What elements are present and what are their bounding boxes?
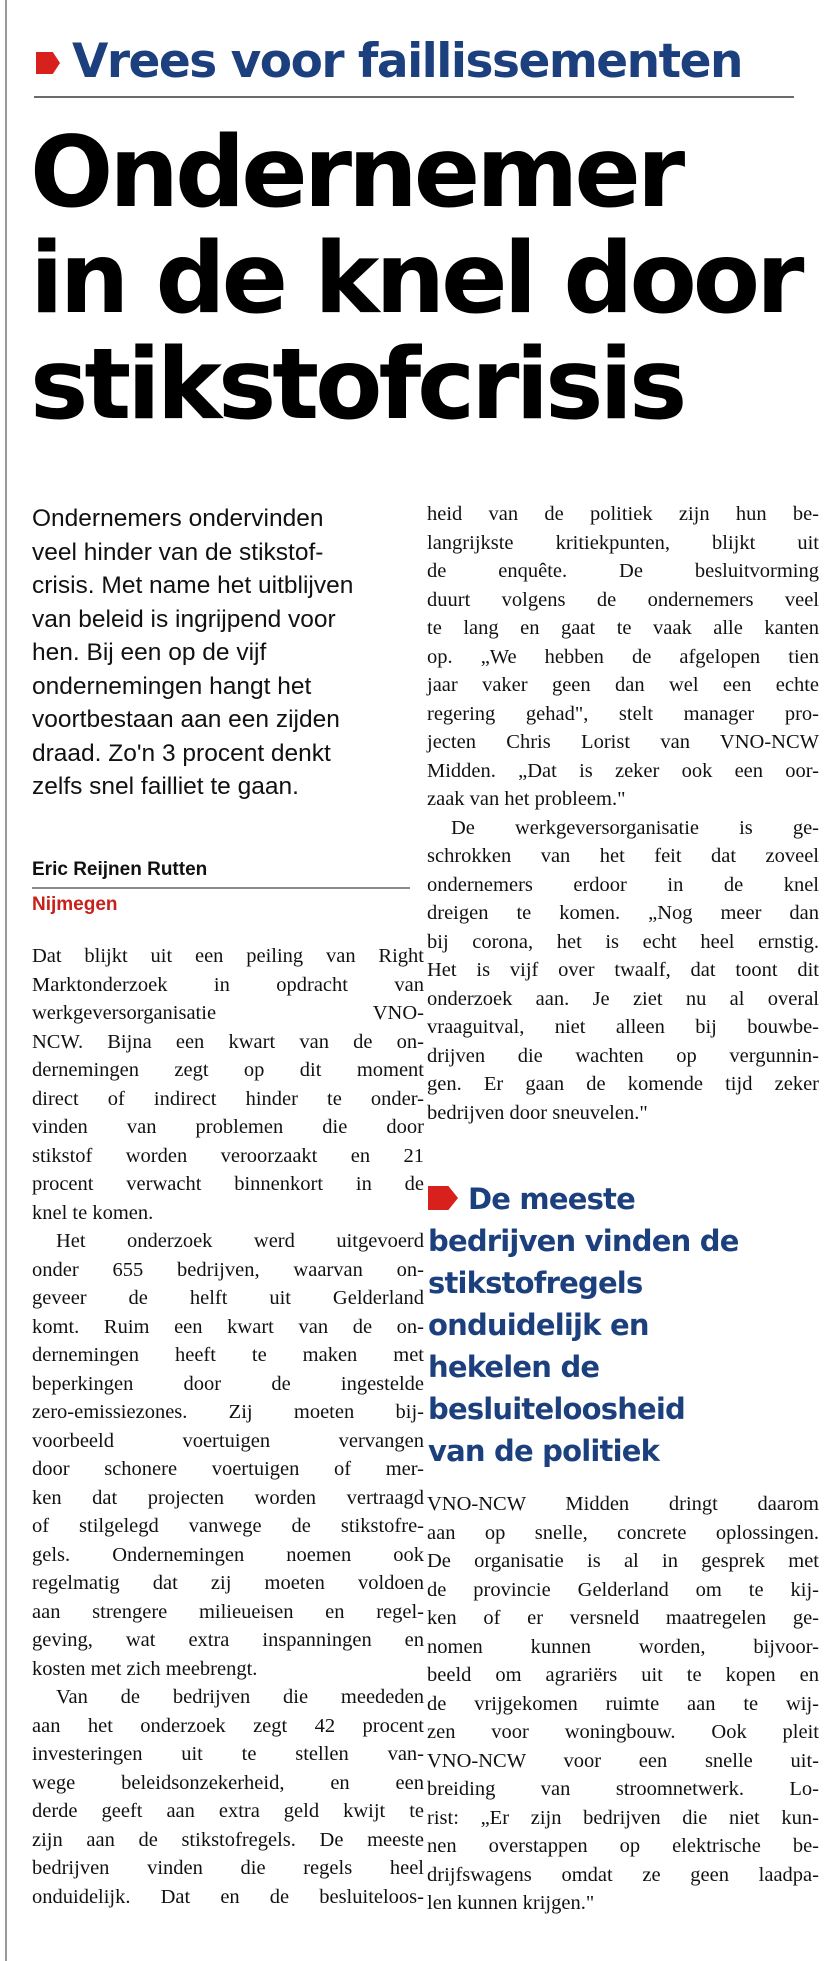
body-line: regering gehad", stelt manager pro- bbox=[427, 702, 819, 725]
body-line: zaak van het probleem." bbox=[427, 788, 626, 810]
body-line: Van de bedrijven die meededen bbox=[56, 1686, 424, 1708]
body-line: drijven die wachten op vergunnin- bbox=[427, 1044, 819, 1067]
body-line: nomen kunnen worden, bijvoor- bbox=[427, 1635, 819, 1658]
body-line: NCW. Bijna een kwart van de on- bbox=[32, 1030, 424, 1053]
intro-line: ondernemingen hangt het bbox=[32, 672, 312, 700]
left-column-rule bbox=[5, 0, 7, 1961]
body-line: aan strengere milieueisen en regel- bbox=[32, 1600, 424, 1623]
intro-line: crisis. Met name het uitblijven bbox=[32, 572, 354, 599]
kicker bbox=[34, 30, 794, 88]
intro-line: van beleid is ingrijpend voor bbox=[32, 605, 336, 633]
body-line: of stilgelegd vanwege de stikstofre- bbox=[32, 1515, 424, 1537]
body-line: stikstof worden veroorzaakt en 21 bbox=[32, 1144, 424, 1167]
body-line: aan het onderzoek zegt 42 procent bbox=[32, 1714, 424, 1737]
intro-line: Ondernemers ondervinden bbox=[32, 505, 324, 532]
body-line: VNO-NCW voor een snelle uit- bbox=[427, 1749, 819, 1772]
body-line: Dat blijkt uit een peiling van Right bbox=[32, 945, 424, 967]
body-line: onder 655 bedrijven, waarvan on- bbox=[32, 1258, 424, 1281]
kicker-text: Vrees voor faillissementen bbox=[72, 34, 742, 89]
body-line: beeld om agrariërs uit te kopen en bbox=[427, 1664, 819, 1686]
pull-quote-text bbox=[428, 1178, 818, 1472]
body-line: voorbeeld voertuigen vervangen bbox=[32, 1429, 424, 1452]
body-column-1 bbox=[32, 942, 424, 1911]
pull-quote-line: besluiteloosheid bbox=[428, 1392, 686, 1426]
body-line: geveer de helft uit Gelderland bbox=[32, 1287, 424, 1309]
pull-quote-line: stikstofregels bbox=[428, 1266, 643, 1300]
body-line: dernemingen heeft te maken met bbox=[32, 1344, 424, 1366]
body-line: aan op snelle, concrete oplossingen. bbox=[427, 1521, 819, 1544]
body-line: procent verwacht binnenkort in de bbox=[32, 1173, 424, 1195]
body-line: drijfswagens omdat ze geen laadpa- bbox=[427, 1863, 819, 1886]
body-line: rist: „Er zijn bedrijven die niet kun- bbox=[427, 1806, 819, 1829]
body-line: regelmatig dat zij moeten voldoen bbox=[32, 1572, 424, 1594]
body-line: werkgeversorganisatie VNO- bbox=[32, 1002, 424, 1024]
body-line: ken dat projecten worden vertraagd bbox=[32, 1486, 424, 1509]
body-line: onduidelijk. Dat en de besluiteloos- bbox=[32, 1885, 424, 1908]
body-line: bedrijven door sneuvelen." bbox=[427, 1101, 648, 1124]
body-column-2-top bbox=[427, 500, 819, 1127]
body-line: zijn aan de stikstofregels. De meeste bbox=[32, 1828, 424, 1851]
body-line: De werkgeversorganisatie is ge- bbox=[451, 816, 819, 839]
body-line: wege beleidsonzekerheid, en een bbox=[32, 1771, 424, 1794]
body-line: duurt volgens de ondernemers veel bbox=[427, 588, 819, 611]
body-line: breiding van stroomnetwerk. Lo- bbox=[427, 1778, 819, 1800]
body-line: gels. Ondernemingen noemen ook bbox=[32, 1543, 424, 1566]
body-line: derde geeft aan extra geld kwijt te bbox=[32, 1800, 424, 1822]
body-line: VNO-NCW Midden dringt daarom bbox=[427, 1493, 819, 1515]
body-line: door schonere voertuigen of mer- bbox=[32, 1458, 424, 1480]
intro-line: zelfs snel failliet te gaan. bbox=[32, 773, 299, 800]
body-line: De organisatie is al in gesprek met bbox=[427, 1550, 819, 1572]
body-line: dernemingen zegt op dit moment bbox=[32, 1059, 424, 1081]
red-arrow-icon bbox=[36, 52, 60, 74]
intro-line: veel hinder van de stikstof- bbox=[32, 538, 324, 566]
author-byline: Eric Reijnen Rutten bbox=[32, 859, 208, 880]
body-line: op. „We hebben de afgelopen tien bbox=[427, 645, 819, 668]
body-line: de vrijgekomen ruimte aan te wij- bbox=[427, 1692, 819, 1715]
intro-line: hen. Bij een op de vijf bbox=[32, 639, 267, 666]
body-line: kosten met zich meebrengt. bbox=[32, 1657, 258, 1680]
body-column-2-bottom bbox=[427, 1490, 819, 1918]
body-line: vraaguitval, niet alleen bij bouwbe- bbox=[427, 1016, 819, 1038]
headline-line: Ondernemer bbox=[30, 116, 682, 230]
body-line: investeringen uit te stellen van- bbox=[32, 1743, 424, 1765]
body-line: Het onderzoek werd uitgevoerd bbox=[56, 1230, 424, 1252]
pull-quote-line: De meeste bbox=[468, 1182, 635, 1216]
body-line: geving, wat extra inspanningen en bbox=[32, 1629, 424, 1651]
body-line: bij corona, het is echt heel ernstig. bbox=[427, 930, 819, 953]
body-line: len kunnen krijgen." bbox=[427, 1892, 595, 1914]
body-line: ken of er versneld maatregelen ge- bbox=[427, 1607, 819, 1629]
body-line: schrokken van het feit dat zoveel bbox=[427, 845, 819, 867]
body-line: nen overstappen op elektrische be- bbox=[427, 1835, 819, 1857]
body-line: de enquête. De besluitvorming bbox=[427, 560, 819, 582]
body-line: jecten Chris Lorist van VNO-NCW bbox=[427, 731, 819, 753]
intro-line: voortbestaan aan een zijden bbox=[32, 706, 340, 733]
body-line: bedrijven vinden die regels heel bbox=[32, 1857, 424, 1879]
body-line: jaar vaker geen dan wel een echte bbox=[427, 674, 819, 696]
headline-line: stikstofcrisis bbox=[30, 328, 684, 442]
body-line: onderzoek aan. Je ziet nu al overal bbox=[427, 987, 819, 1010]
body-line: Midden. „Dat is zeker ook een oor- bbox=[427, 759, 819, 782]
body-line: zen voor woningbouw. Ook pleit bbox=[427, 1721, 819, 1743]
pull-quote-line: van de politiek bbox=[428, 1434, 660, 1468]
intro-lead bbox=[32, 502, 412, 804]
body-line: komt. Ruim een kwart van de on- bbox=[32, 1315, 424, 1338]
body-line: direct of indirect hinder te onder- bbox=[32, 1087, 424, 1110]
body-line: gen. Er gaan de komende tijd zeker bbox=[427, 1073, 819, 1095]
byline-divider bbox=[32, 887, 410, 889]
body-line: heid van de politiek zijn hun be- bbox=[427, 503, 819, 525]
body-line: de provincie Gelderland om te kij- bbox=[427, 1578, 819, 1601]
dateline-place: Nijmegen bbox=[32, 894, 118, 915]
headline bbox=[30, 116, 820, 442]
body-line: Marktonderzoek in opdracht van bbox=[32, 973, 424, 996]
body-line: beperkingen door de ingestelde bbox=[32, 1372, 424, 1395]
body-line: Het is vijf over twaalf, dat toont dit bbox=[427, 959, 819, 981]
body-line: vinden van problemen die door bbox=[32, 1116, 424, 1138]
kicker-divider bbox=[34, 96, 794, 98]
pull-quote-line: onduidelijk en bbox=[428, 1308, 649, 1342]
body-line: ondernemers erdoor in de knel bbox=[427, 873, 819, 896]
headline-line: in de knel door bbox=[30, 222, 801, 336]
body-line: zero-emissiezones. Zij moeten bij- bbox=[32, 1401, 424, 1423]
body-line: dreigen te komen. „Nog meer dan bbox=[427, 902, 819, 924]
body-line: knel te komen. bbox=[32, 1201, 154, 1224]
body-line: te lang en gaat te vaak alle kanten bbox=[427, 617, 819, 639]
pull-quote-line: hekelen de bbox=[428, 1350, 600, 1384]
intro-line: draad. Zo'n 3 procent denkt bbox=[32, 739, 331, 767]
pull-quote-line: bedrijven vinden de bbox=[428, 1224, 739, 1258]
body-line: langrijkste kritiekpunten, blijkt uit bbox=[427, 531, 819, 554]
